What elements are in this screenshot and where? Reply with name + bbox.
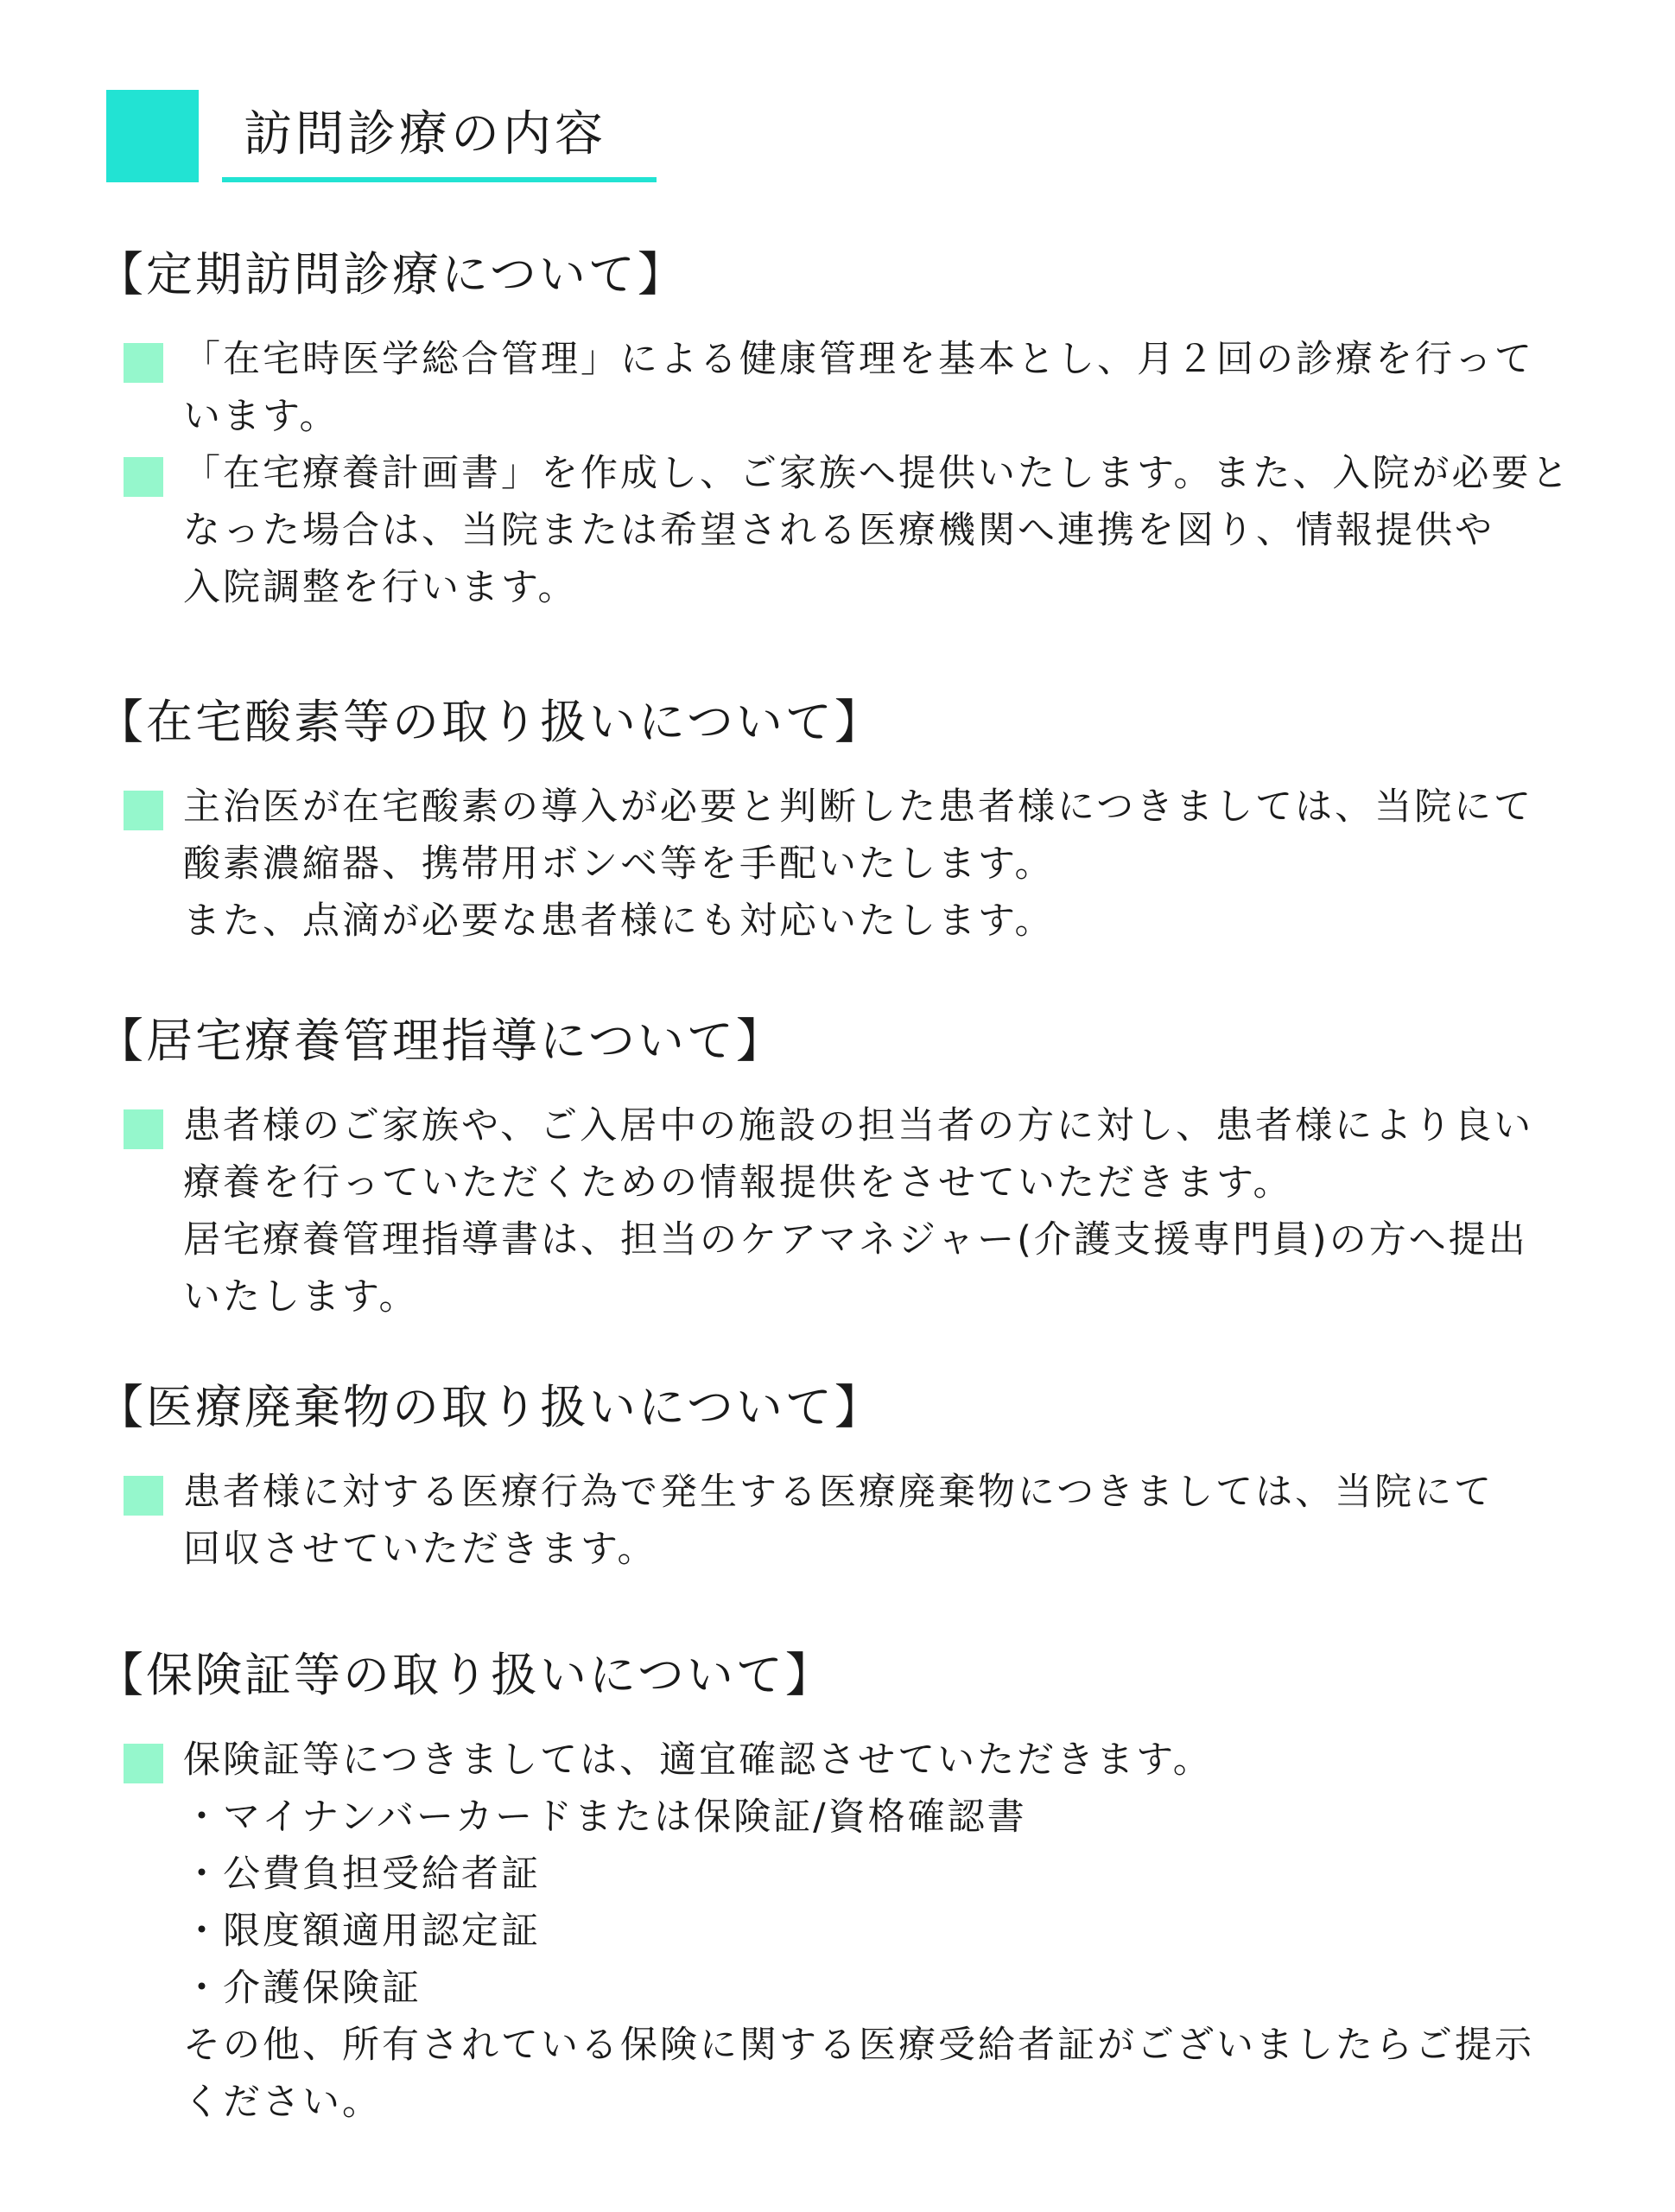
item-text-line: 入院調整を行います。 <box>183 566 578 609</box>
section-heading: 【居宅療養管理指導について】 <box>97 1014 785 1068</box>
section-items <box>0 1464 1675 1578</box>
item-text-line: 酸素濃縮器、携帯用ボンベ等を手配いたします。 <box>183 842 1055 886</box>
item-text-line: 居宅療養管理指導書は、担当のケアマネジャー(介護支援専門員)の方へ提出 <box>183 1218 1528 1262</box>
section-heading: 【在宅酸素等の取り扱いについて】 <box>97 695 884 749</box>
section-items <box>0 1732 1675 2131</box>
section-heading: 【保険証等の取り扱いについて】 <box>97 1648 834 1702</box>
item-text-line: ください。 <box>183 2081 382 2124</box>
item-text-line: その他、所有されている保険に関する医療受給者証がございましたらご提示 <box>183 2024 1534 2067</box>
item-text-line: 療養を行っていただくための情報提供をさせていただきます。 <box>183 1161 1293 1205</box>
item-text-line: ・介護保険証 <box>183 1967 422 2010</box>
item-text-line: いたします。 <box>183 1275 419 1319</box>
item-text-line: 「在宅時医学総合管理」による健康管理を基本とし、月２回の診療を行って <box>183 338 1534 381</box>
list-item <box>0 331 1675 445</box>
list-item <box>0 1732 1675 2131</box>
section-items <box>0 779 1675 950</box>
item-text-line: 患者様のご家族や、ご入居中の施設の担当者の方に対し、患者様により良い <box>183 1104 1534 1147</box>
item-text-line: 「在宅療養計画書」を作成し、ご家族へ提供いたします。また、入院が必要と <box>183 452 1571 495</box>
item-text-line: 保険証等につきましては、適宜確認させていただきます。 <box>183 1738 1213 1782</box>
bullet-square-icon <box>124 791 163 830</box>
bullet-square-icon <box>124 1476 163 1516</box>
item-text-line: また、点滴が必要な患者様にも対応いたします。 <box>183 899 1055 943</box>
page-title: 訪問診療の内容 <box>244 106 606 162</box>
list-item <box>0 779 1675 950</box>
section-heading: 【医療廃棄物の取り扱いについて】 <box>97 1380 884 1434</box>
list-item <box>0 1097 1675 1325</box>
item-text-line: 患者様に対する医療行為で発生する医療廃棄物につきましては、当院にて <box>183 1471 1494 1514</box>
header-accent-square <box>106 90 199 182</box>
item-text-line: ・限度額適用認定証 <box>183 1910 541 1953</box>
section-heading: 【定期訪問診療について】 <box>97 247 687 302</box>
item-text-line: 回収させていただきます。 <box>183 1528 657 1571</box>
header-underline <box>222 177 657 182</box>
item-text-line: 主治医が在宅酸素の導入が必要と判断した患者様につきましては、当院にて <box>183 785 1534 829</box>
bullet-square-icon <box>124 343 163 383</box>
bullet-square-icon <box>124 457 163 497</box>
section-items <box>0 1097 1675 1325</box>
list-item <box>0 445 1675 616</box>
list-item <box>0 1464 1675 1578</box>
item-text-line: います。 <box>183 395 339 438</box>
section-items <box>0 331 1675 616</box>
bullet-square-icon <box>124 1109 163 1149</box>
item-text-line: ・公費負担受給者証 <box>183 1853 541 1896</box>
page-header <box>0 0 1675 207</box>
bullet-square-icon <box>124 1744 163 1783</box>
item-text-line: なった場合は、当院または希望される医療機関へ連携を図り、情報提供や <box>183 509 1494 552</box>
item-text-line: ・マイナンバーカードまたは保険証/資格確認書 <box>183 1796 1027 1839</box>
